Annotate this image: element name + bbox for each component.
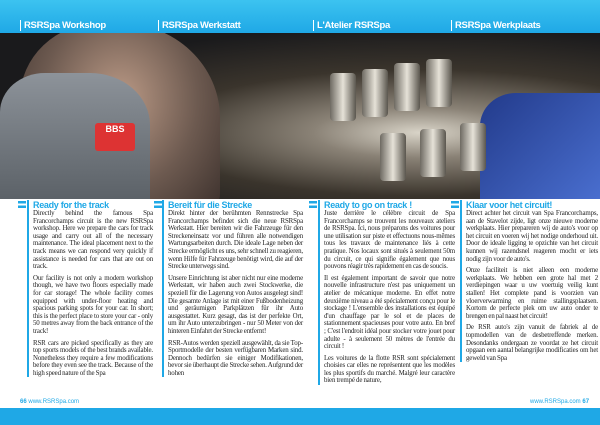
column-french xyxy=(318,200,455,385)
french-flag-icon xyxy=(309,201,317,208)
paragraph: Juste derrière le célèbre circuit de Spa Francorchamps se trouvent les nouveaux ateliers de RSRSpa. Ici, nous préparons des voitures pour une utilisation sur piste et effectuons nous-mêmes tous les travaux de maintenance liés à cette pratique. Nos locaux sont situés à seulement 50m du circuit, ce qui signifie également que nous pouvons réagir très rapidement en cas de soucis. xyxy=(324,210,455,271)
footer-right xyxy=(530,399,589,406)
column-german xyxy=(162,200,303,377)
paragraph: Directly behind the famous Spa Francorchamps circuit is the new RSRSpa workshop. Here we prepare the cars for track usage and carry out all of the necessary maintenance. The ideal placement next to the track means we can respond very quickly if assistance is needed for cars that are out on track. xyxy=(33,210,153,271)
page-number: 66 xyxy=(20,399,27,405)
column-heading: Klaar voor het circuit! xyxy=(466,200,553,210)
paragraph: Direkt hinter der berühmten Rennstrecke Spa Francorchamps befindet sich die neue RSRSpa Werkstatt. Hier bereiten wir die Fahrzeuge für den Streckeneinsatz vor und führen alle notwendigen Wartungsarbeiten durch. Die ideale Lage neben der Strecke ermöglicht es uns, sehr schnell zu reagieren, wenn Hilfe für Fahrzeuge benötigt wird, die auf der Strecke unterwegs sind. xyxy=(168,210,303,271)
section-title-nl: RSRSpa Werkplaats xyxy=(451,20,541,31)
column-heading: Ready to go on track ! xyxy=(324,200,412,210)
column-english xyxy=(27,200,153,377)
shirt-logo: BBS xyxy=(95,123,135,151)
dutch-flag-icon xyxy=(451,201,459,208)
page-number: 67 xyxy=(582,399,590,405)
paragraph: Onze faciliteit is niet alleen een moderne werkplaats. We hebben een grote hal met 2 verdiepingen waar u uw voertuig veilig kunt stallen! Het complete pand is voorzien van vloerverwarming en ruime stallingsplaatsen. Kortom de perfecte plek om uw auto onder te brengen en pal naast het circuit! xyxy=(466,267,598,320)
column-dutch xyxy=(460,200,598,362)
uk-flag-icon xyxy=(18,201,26,208)
column-heading: Bereit für die Strecke xyxy=(168,200,252,210)
paragraph: RSR cars are picked specifically as they are top sports models of the best brands available. Nonetheless they require a few modifications before they even see the track. Because of the high speed nature of the Spa xyxy=(33,339,153,377)
paragraph: Unsere Einrichtung ist aber nicht nur eine moderne Werkstatt, wir haben auch zwei Stockwerke, die speziell für die Lagerung von Autos ausgelegt sind! Die gesamte Anlage ist mit einer Fußbodenheizung und geräumigen Parkplätzen für ihr Auto ausgestattet. Kurz gesagt, das ist der perfekte Ort, um ihr Auto unterzubringen - nur 50 Meter von der hinteren Einfahrt der Strecke entfernt! xyxy=(168,274,303,335)
paragraph: Direct achter het circuit van Spa Francorchamps, aan de Stavelot zijde, ligt onze nieuwe moderne werkplaats. Hier prepareren wij de auto's voor op het circuit en voeren wij het nodige onderhoud uit. Door de ideale ligging te opzichte van het circuit kunnen wij razendsnel reageren mocht er iets nodig zijn voor de auto's. xyxy=(466,210,598,263)
paragraph: RSR-Autos werden speziell ausgewählt, da sie Top-Sportmodelle der besten verfügbaren Marken sind. Dennoch bedürfen sie einiger Modifikationen, bevor sie überhaupt die Strecke sehen. Aufgrund der hohen xyxy=(168,339,303,377)
section-title-de: RSRSpa Werkstatt xyxy=(158,20,240,31)
paragraph: Les voitures de la flotte RSR sont spécialement choisies car elles ne représentent que les modèles les plus sportifs du marché. Malgré leur caractère bien trempé de nature, xyxy=(324,354,455,385)
website-link[interactable]: www.RSRSpa.com xyxy=(530,399,581,405)
paragraph: Il est également important de savoir que notre nouvelle infrastructure n'est pas uniquement un atelier de mécanique moderne. En effet notre deuxième niveau a été spécialement conçu pour le stockage ! L'ensemble des installations est équipé d'un chauffage par le sol et de places de stationnement spacieuses pour votre auto. En bref ; C'est l'endroit idéal pour stocker votre jouet pour adulte - à seulement 50 mètres de l'entrée du circuit ! xyxy=(324,274,455,351)
website-link[interactable]: www.RSRSpa.com xyxy=(28,399,80,405)
workshop-photo xyxy=(0,33,600,199)
footer-left xyxy=(20,399,79,406)
column-heading: Ready for the track xyxy=(33,200,109,210)
section-title-fr: L'Atelier RSRSpa xyxy=(313,20,390,31)
section-title-en: RSRSpa Workshop xyxy=(20,20,106,31)
paragraph: Our facility is not only a modern workshop though, we have two floors especially made for car storage! The whole facility comes equipped with under-floor heating and spacious parking spots for your car. In short; this is the perfect place to store your car - only 50 metres away from the back entrance of the track! xyxy=(33,274,153,335)
footer-band xyxy=(0,408,600,425)
german-flag-icon xyxy=(154,201,162,208)
paragraph: De RSR auto's zijn vanuit de fabriek al de topmodellen van de desbetreffende merken. Desondanks ondergaan ze voordat ze het circuit opgaan een aantal belangrijke modificaties om het geweld van Spa xyxy=(466,324,598,362)
